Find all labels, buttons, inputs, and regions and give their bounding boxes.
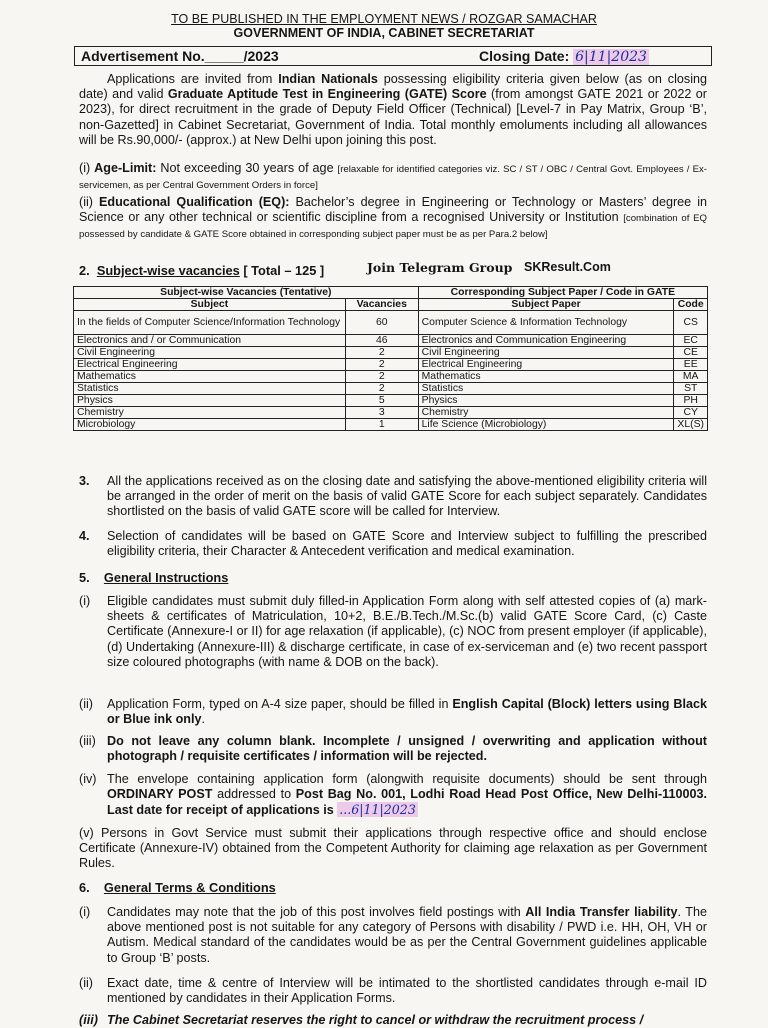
para-3: All the applications received as on the closing date and satisfying the above-mentioned eligibility criteria will be arranged in the order of merit on the basis of valid GATE Score for each subject separately. Candidates shortlisted on the basis of valid GATE score will be called for Interview. bbox=[107, 474, 707, 519]
gt-1-number: (i) bbox=[79, 905, 91, 919]
vacancy-table bbox=[73, 286, 708, 431]
gi-2-number: (ii) bbox=[79, 697, 93, 711]
watermark-telegram: Join Telegram Group bbox=[367, 260, 513, 275]
closing-date-label: Closing Date: bbox=[479, 48, 570, 64]
gt-3: The Cabinet Secretariat reserves the right to cancel or withdraw the recruitment process / bbox=[107, 1013, 644, 1027]
table-row: Microbiology 1 Life Science (Microbiology) XL(S) bbox=[74, 419, 708, 431]
section-2-heading: 2. Subject-wise vacancies [ Total – 125 ] bbox=[79, 263, 325, 278]
para-4: Selection of candidates will be based on GATE Score and Interview subject to fulfilling the prescribed eligibility criteria, their Character & Antecedent verification and medical examination. bbox=[107, 529, 707, 559]
table-row: In the fields of Computer Science/Information Technology 60 Computer Science & Information Technology CS bbox=[74, 311, 708, 335]
para-4-number: 4. bbox=[79, 529, 90, 543]
table-row: Mathematics 2 Mathematics MA bbox=[74, 371, 708, 383]
col-subject: Subject bbox=[74, 299, 346, 311]
col-code: Code bbox=[674, 299, 708, 311]
intro-paragraph: Applications are invited from Indian Nationals possessing eligibility criteria given below (as on closing date) and valid Graduate Aptitude Test in Engineering (GATE) Score (from amongst GATE 2021 or 2022 or 2023), for direct recruitment in the grade of Deputy Field Officer (Technical) [Level-7 in Pay Matrix, Group ‘B’, non-Gazetted] in Cabinet Secretariat, Government of India. Total monthly emoluments including all allowances will be Rs.90,000/- (approx.) at New Delhi upon joining this post. bbox=[79, 72, 708, 147]
gi-3: Do not leave any column blank. Incomplete / unsigned / overwriting and application without photograph / requisite certificates / information will be rejected. bbox=[107, 734, 707, 764]
gi-3-number: (iii) bbox=[79, 734, 96, 748]
government-line: GOVERNMENT OF INDIA, CABINET SECRETARIAT bbox=[233, 26, 535, 40]
gi-5: (v) Persons in Govt Service must submit their applications through respective office and should enclose Certificate (Annexure-IV) obtained from the Competent Authority for claiming age relaxation as per Government Rules. bbox=[79, 826, 707, 871]
group-header-gate: Corresponding Subject Paper / Code in GATE bbox=[418, 287, 707, 299]
col-vacancies: Vacancies bbox=[345, 299, 418, 311]
table-row: Statistics 2 Statistics ST bbox=[74, 383, 708, 395]
section-6-heading: 6. General Terms & Conditions bbox=[79, 880, 276, 895]
publication-line: TO BE PUBLISHED IN THE EMPLOYMENT NEWS / ROZGAR SAMACHAR bbox=[171, 12, 597, 26]
table-row: Electronics and / or Communication 46 Electronics and Communication Engineering EC bbox=[74, 335, 708, 347]
gi-1: Eligible candidates must submit duly filled-in Application Form along with self attested copies of (a) mark-sheets & certificates of Matriculation, 10+2, B.E./B.Tech./M.Sc.(b) valid GATE Score Card, (c) Caste Certificate (Annexure-I or II) for age relaxation (if applicable), (c) NOC from present employer (if applicable), (d) Undertaking (Annexure-III) & discharge certificate, in case of ex-serviceman and (e) two recent passport size coloured photographs (with name & DOB on the back). bbox=[107, 594, 707, 669]
closing-date bbox=[479, 48, 649, 65]
table-column-header bbox=[74, 299, 708, 311]
gt-2-number: (ii) bbox=[79, 976, 93, 990]
gt-3-number: (iii) bbox=[79, 1013, 98, 1027]
group-header-vacancies: Subject-wise Vacancies (Tentative) bbox=[74, 287, 419, 299]
table-row: Electrical Engineering 2 Electrical Engineering EE bbox=[74, 359, 708, 371]
age-limit: (i) Age-Limit: Not exceeding 30 years of age [relaxable for identified categories viz. SC / ST / OBC / Central Govt. Employees / Ex-servicemen, as per Central Government Orders in force] bbox=[79, 161, 707, 192]
col-subject-paper: Subject Paper bbox=[418, 299, 674, 311]
table-row: Civil Engineering 2 Civil Engineering CE bbox=[74, 347, 708, 359]
advertisement-number: Advertisement No._____/2023 bbox=[81, 48, 279, 64]
gi-2: Application Form, typed on A-4 size paper, should be filled in English Capital (Block) letters using Black or Blue ink only. bbox=[107, 697, 707, 727]
gi-4-number: (iv) bbox=[79, 772, 97, 786]
table-row: Physics 5 Physics PH bbox=[74, 395, 708, 407]
table-row: Chemistry 3 Chemistry CY bbox=[74, 407, 708, 419]
gi-1-number: (i) bbox=[79, 594, 91, 608]
advertisement-box bbox=[74, 46, 712, 66]
educational-qualification: (ii) Educational Qualification (EQ): Bachelor’s degree in Engineering or Technology or Masters’ degree in Science or any other technical or scientific discipline from a recognised University or Institution [combination of EQ possessed by candidate & GATE Score obtained in corresponding subject paper must be as per Para.2 below] bbox=[79, 195, 707, 241]
section-5-heading: 5. General Instructions bbox=[79, 570, 229, 585]
gt-1: Candidates may note that the job of this post involves field postings with All India Transfer liability. The above mentioned post is not suitable for any category of Persons with disability / PWD i.e. HH, OH, VH or Autism. Medical standard of the candidates would be as per the Central Government guidelines applicable to Group ‘B’ posts. bbox=[107, 905, 707, 965]
closing-date-handwritten: 6|11|2023 bbox=[575, 49, 647, 65]
gi-4: The envelope containing application form (alongwith requisite documents) should be sent through ORDINARY POST addressed to Post Bag No. 001, Lodhi Road Head Post Office, New Delhi-110003. Last date for receipt of applications is ...6|11|2023 bbox=[107, 772, 708, 818]
last-date-handwritten: ...6|11|2023 bbox=[339, 802, 416, 818]
table-group-header bbox=[74, 287, 708, 299]
gt-2: Exact date, time & centre of Interview will be intimated to the shortlisted candidates through e-mail ID mentioned by candidates in their Application Forms. bbox=[107, 976, 707, 1006]
para-3-number: 3. bbox=[79, 474, 90, 488]
watermark-site: SKResult.Com bbox=[524, 260, 611, 274]
